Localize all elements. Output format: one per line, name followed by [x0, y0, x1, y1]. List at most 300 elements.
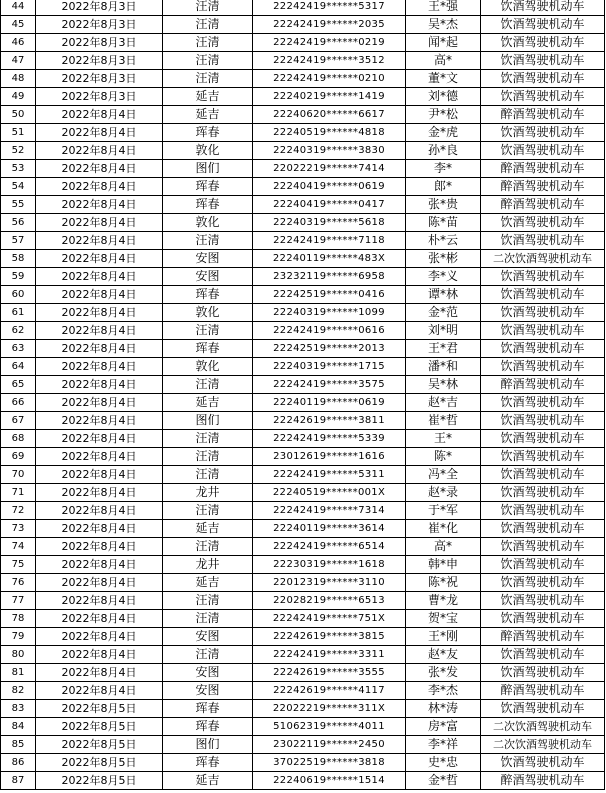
table-row	[1, 430, 605, 448]
row-number-cell: 69	[1, 448, 36, 466]
row-number-cell: 66	[1, 394, 36, 412]
violation-type-cell: 饮酒驾驶机动车	[481, 412, 605, 430]
person-name-cell: 赵*录	[406, 484, 481, 502]
row-number-cell: 45	[1, 16, 36, 34]
date-cell: 2022年8月3日	[36, 70, 163, 88]
person-name-cell: 王*	[406, 430, 481, 448]
table-row	[1, 754, 605, 772]
date-cell: 2022年8月4日	[36, 196, 163, 214]
row-number-cell: 82	[1, 682, 36, 700]
person-name-cell: 李*	[406, 160, 481, 178]
row-number-cell: 47	[1, 52, 36, 70]
area-cell: 珲春	[163, 196, 253, 214]
table-row	[1, 178, 605, 196]
table-row	[1, 484, 605, 502]
table-row	[1, 232, 605, 250]
person-name-cell: 王*强	[406, 0, 481, 16]
id-number-cell: 22240419******0619	[253, 178, 406, 196]
id-number-cell: 22242419******7118	[253, 232, 406, 250]
id-number-cell: 22242419******3311	[253, 646, 406, 664]
table-row	[1, 196, 605, 214]
person-name-cell: 林*涛	[406, 700, 481, 718]
person-name-cell: 于*军	[406, 502, 481, 520]
date-cell: 2022年8月4日	[36, 484, 163, 502]
table-row	[1, 700, 605, 718]
violation-type-cell: 饮酒驾驶机动车	[481, 142, 605, 160]
table-row	[1, 610, 605, 628]
area-cell: 延吉	[163, 574, 253, 592]
person-name-cell: 陈*苗	[406, 214, 481, 232]
id-number-cell: 22242419******0210	[253, 70, 406, 88]
id-number-cell: 51062319******4011	[253, 718, 406, 736]
table-row	[1, 286, 605, 304]
person-name-cell: 赵*吉	[406, 394, 481, 412]
violation-type-cell: 饮酒驾驶机动车	[481, 322, 605, 340]
table-row	[1, 664, 605, 682]
table-row	[1, 124, 605, 142]
area-cell: 珲春	[163, 718, 253, 736]
table-row	[1, 358, 605, 376]
violation-type-cell: 饮酒驾驶机动车	[481, 16, 605, 34]
date-cell: 2022年8月3日	[36, 0, 163, 16]
row-number-cell: 51	[1, 124, 36, 142]
table-row	[1, 214, 605, 232]
date-cell: 2022年8月4日	[36, 592, 163, 610]
area-cell: 敦化	[163, 214, 253, 232]
area-cell: 延吉	[163, 520, 253, 538]
area-cell: 汪清	[163, 448, 253, 466]
person-name-cell: 刘*德	[406, 88, 481, 106]
area-cell: 安图	[163, 268, 253, 286]
date-cell: 2022年8月4日	[36, 124, 163, 142]
date-cell: 2022年8月4日	[36, 250, 163, 268]
row-number-cell: 53	[1, 160, 36, 178]
date-cell: 2022年8月4日	[36, 322, 163, 340]
id-number-cell: 22242419******0616	[253, 322, 406, 340]
table-row	[1, 268, 605, 286]
date-cell: 2022年8月4日	[36, 304, 163, 322]
violation-type-cell: 醉酒驾驶机动车	[481, 376, 605, 394]
person-name-cell: 高*	[406, 538, 481, 556]
table-body	[1, 0, 605, 790]
area-cell: 龙井	[163, 556, 253, 574]
date-cell: 2022年8月4日	[36, 106, 163, 124]
id-number-cell: 22240119******3614	[253, 520, 406, 538]
date-cell: 2022年8月4日	[36, 268, 163, 286]
person-name-cell: 崔*化	[406, 520, 481, 538]
area-cell: 汪清	[163, 322, 253, 340]
person-name-cell: 张*贵	[406, 196, 481, 214]
row-number-cell: 49	[1, 88, 36, 106]
person-name-cell: 韩*申	[406, 556, 481, 574]
id-number-cell: 22242419******2035	[253, 16, 406, 34]
area-cell: 敦化	[163, 358, 253, 376]
date-cell: 2022年8月4日	[36, 394, 163, 412]
violation-type-cell: 饮酒驾驶机动车	[481, 700, 605, 718]
date-cell: 2022年8月4日	[36, 538, 163, 556]
table-row	[1, 448, 605, 466]
id-number-cell: 23012619******1616	[253, 448, 406, 466]
person-name-cell: 史*忠	[406, 754, 481, 772]
date-cell: 2022年8月4日	[36, 664, 163, 682]
row-number-cell: 63	[1, 340, 36, 358]
person-name-cell: 尹*松	[406, 106, 481, 124]
violation-type-cell: 饮酒驾驶机动车	[481, 430, 605, 448]
table-row	[1, 520, 605, 538]
date-cell: 2022年8月4日	[36, 376, 163, 394]
table-row	[1, 250, 605, 268]
row-number-cell: 59	[1, 268, 36, 286]
date-cell: 2022年8月4日	[36, 448, 163, 466]
id-number-cell: 22240219******1419	[253, 88, 406, 106]
violation-type-cell: 饮酒驾驶机动车	[481, 502, 605, 520]
violation-type-cell: 饮酒驾驶机动车	[481, 520, 605, 538]
date-cell: 2022年8月4日	[36, 160, 163, 178]
area-cell: 汪清	[163, 538, 253, 556]
date-cell: 2022年8月4日	[36, 520, 163, 538]
row-number-cell: 58	[1, 250, 36, 268]
area-cell: 汪清	[163, 70, 253, 88]
id-number-cell: 22242419******6514	[253, 538, 406, 556]
table-row	[1, 394, 605, 412]
violation-type-cell: 饮酒驾驶机动车	[481, 232, 605, 250]
violation-type-cell: 饮酒驾驶机动车	[481, 574, 605, 592]
id-number-cell: 22240119******483X	[253, 250, 406, 268]
person-name-cell: 刘*明	[406, 322, 481, 340]
row-number-cell: 48	[1, 70, 36, 88]
date-cell: 2022年8月4日	[36, 286, 163, 304]
row-number-cell: 87	[1, 772, 36, 790]
person-name-cell: 张*发	[406, 664, 481, 682]
area-cell: 敦化	[163, 304, 253, 322]
id-number-cell: 22242419******5339	[253, 430, 406, 448]
row-number-cell: 44	[1, 0, 36, 16]
row-number-cell: 46	[1, 34, 36, 52]
row-number-cell: 80	[1, 646, 36, 664]
table-row	[1, 70, 605, 88]
area-cell: 汪清	[163, 646, 253, 664]
table-row	[1, 322, 605, 340]
person-name-cell: 董*文	[406, 70, 481, 88]
id-number-cell: 22242619******3811	[253, 412, 406, 430]
table-row	[1, 376, 605, 394]
person-name-cell: 金*范	[406, 304, 481, 322]
area-cell: 安图	[163, 628, 253, 646]
date-cell: 2022年8月4日	[36, 178, 163, 196]
violation-type-cell: 饮酒驾驶机动车	[481, 448, 605, 466]
date-cell: 2022年8月4日	[36, 340, 163, 358]
date-cell: 2022年8月3日	[36, 16, 163, 34]
date-cell: 2022年8月5日	[36, 736, 163, 754]
area-cell: 珲春	[163, 754, 253, 772]
person-name-cell: 王*刚	[406, 628, 481, 646]
id-number-cell: 37022519******3818	[253, 754, 406, 772]
date-cell: 2022年8月4日	[36, 466, 163, 484]
person-name-cell: 陈*	[406, 448, 481, 466]
area-cell: 汪清	[163, 466, 253, 484]
date-cell: 2022年8月3日	[36, 34, 163, 52]
table-row	[1, 412, 605, 430]
row-number-cell: 60	[1, 286, 36, 304]
id-number-cell: 22022219******311X	[253, 700, 406, 718]
person-name-cell: 李*杰	[406, 682, 481, 700]
violation-type-cell: 饮酒驾驶机动车	[481, 754, 605, 772]
area-cell: 龙井	[163, 484, 253, 502]
row-number-cell: 71	[1, 484, 36, 502]
area-cell: 珲春	[163, 286, 253, 304]
id-number-cell: 22012319******3110	[253, 574, 406, 592]
id-number-cell: 22242419******751X	[253, 610, 406, 628]
date-cell: 2022年8月5日	[36, 718, 163, 736]
area-cell: 珲春	[163, 124, 253, 142]
violation-type-cell: 二次饮酒驾驶机动车	[481, 718, 605, 736]
table-row	[1, 628, 605, 646]
id-number-cell: 22242419******7314	[253, 502, 406, 520]
table-row	[1, 538, 605, 556]
date-cell: 2022年8月4日	[36, 358, 163, 376]
table-row	[1, 106, 605, 124]
violation-type-cell: 饮酒驾驶机动车	[481, 0, 605, 16]
row-number-cell: 68	[1, 430, 36, 448]
violation-type-cell: 饮酒驾驶机动车	[481, 88, 605, 106]
id-number-cell: 23232119******6958	[253, 268, 406, 286]
id-number-cell: 22240319******1715	[253, 358, 406, 376]
id-number-cell: 22242419******5311	[253, 466, 406, 484]
id-number-cell: 22242619******3815	[253, 628, 406, 646]
area-cell: 汪清	[163, 232, 253, 250]
violation-type-cell: 饮酒驾驶机动车	[481, 556, 605, 574]
row-number-cell: 56	[1, 214, 36, 232]
date-cell: 2022年8月4日	[36, 574, 163, 592]
date-cell: 2022年8月4日	[36, 610, 163, 628]
id-number-cell: 22240319******5618	[253, 214, 406, 232]
violation-type-cell: 饮酒驾驶机动车	[481, 466, 605, 484]
person-name-cell: 吴*林	[406, 376, 481, 394]
violation-type-cell: 二次饮酒驾驶机动车	[481, 736, 605, 754]
id-number-cell: 22022219******7414	[253, 160, 406, 178]
id-number-cell: 22240119******0619	[253, 394, 406, 412]
row-number-cell: 81	[1, 664, 36, 682]
area-cell: 安图	[163, 664, 253, 682]
row-number-cell: 77	[1, 592, 36, 610]
area-cell: 汪清	[163, 610, 253, 628]
row-number-cell: 84	[1, 718, 36, 736]
area-cell: 敦化	[163, 142, 253, 160]
area-cell: 汪清	[163, 502, 253, 520]
area-cell: 安图	[163, 250, 253, 268]
date-cell: 2022年8月4日	[36, 214, 163, 232]
violation-type-cell: 饮酒驾驶机动车	[481, 646, 605, 664]
id-number-cell: 23022119******2450	[253, 736, 406, 754]
area-cell: 汪清	[163, 376, 253, 394]
id-number-cell: 22242619******4117	[253, 682, 406, 700]
violation-type-cell: 醉酒驾驶机动车	[481, 160, 605, 178]
violation-type-cell: 饮酒驾驶机动车	[481, 394, 605, 412]
person-name-cell: 王*君	[406, 340, 481, 358]
id-number-cell: 22242519******2013	[253, 340, 406, 358]
row-number-cell: 74	[1, 538, 36, 556]
date-cell: 2022年8月4日	[36, 232, 163, 250]
area-cell: 图们	[163, 736, 253, 754]
violation-type-cell: 饮酒驾驶机动车	[481, 610, 605, 628]
person-name-cell: 谭*林	[406, 286, 481, 304]
date-cell: 2022年8月4日	[36, 682, 163, 700]
violation-type-cell: 二次饮酒驾驶机动车	[481, 250, 605, 268]
person-name-cell: 李*义	[406, 268, 481, 286]
area-cell: 汪清	[163, 52, 253, 70]
id-number-cell: 22240619******1514	[253, 772, 406, 790]
table-row	[1, 160, 605, 178]
id-number-cell: 22242419******3575	[253, 376, 406, 394]
area-cell: 安图	[163, 682, 253, 700]
date-cell: 2022年8月5日	[36, 754, 163, 772]
table-row	[1, 736, 605, 754]
person-name-cell: 陈*祝	[406, 574, 481, 592]
table-row	[1, 574, 605, 592]
id-number-cell: 22242419******5317	[253, 0, 406, 16]
id-number-cell: 22028219******6513	[253, 592, 406, 610]
person-name-cell: 潘*和	[406, 358, 481, 376]
violation-type-cell: 饮酒驾驶机动车	[481, 664, 605, 682]
row-number-cell: 64	[1, 358, 36, 376]
id-number-cell: 22242519******0416	[253, 286, 406, 304]
area-cell: 延吉	[163, 772, 253, 790]
date-cell: 2022年8月4日	[36, 646, 163, 664]
area-cell: 珲春	[163, 340, 253, 358]
row-number-cell: 83	[1, 700, 36, 718]
area-cell: 珲春	[163, 178, 253, 196]
table-row	[1, 718, 605, 736]
person-name-cell: 闻*起	[406, 34, 481, 52]
row-number-cell: 86	[1, 754, 36, 772]
violation-type-cell: 饮酒驾驶机动车	[481, 340, 605, 358]
area-cell: 延吉	[163, 88, 253, 106]
id-number-cell: 22240519******001X	[253, 484, 406, 502]
date-cell: 2022年8月3日	[36, 88, 163, 106]
id-number-cell: 22240319******3830	[253, 142, 406, 160]
violation-type-cell: 饮酒驾驶机动车	[481, 70, 605, 88]
violation-type-cell: 饮酒驾驶机动车	[481, 484, 605, 502]
person-name-cell: 崔*哲	[406, 412, 481, 430]
person-name-cell: 房*富	[406, 718, 481, 736]
table-row	[1, 16, 605, 34]
table-row	[1, 34, 605, 52]
row-number-cell: 85	[1, 736, 36, 754]
person-name-cell: 贺*宝	[406, 610, 481, 628]
table-row	[1, 304, 605, 322]
area-cell: 延吉	[163, 394, 253, 412]
row-number-cell: 57	[1, 232, 36, 250]
id-number-cell: 22230319******1618	[253, 556, 406, 574]
violation-type-cell: 饮酒驾驶机动车	[481, 124, 605, 142]
violation-type-cell: 饮酒驾驶机动车	[481, 304, 605, 322]
row-number-cell: 65	[1, 376, 36, 394]
table-row	[1, 0, 605, 16]
table-row	[1, 592, 605, 610]
date-cell: 2022年8月5日	[36, 772, 163, 790]
area-cell: 汪清	[163, 592, 253, 610]
person-name-cell: 张*彬	[406, 250, 481, 268]
table-row	[1, 52, 605, 70]
person-name-cell: 赵*友	[406, 646, 481, 664]
row-number-cell: 61	[1, 304, 36, 322]
area-cell: 图们	[163, 412, 253, 430]
row-number-cell: 67	[1, 412, 36, 430]
row-number-cell: 70	[1, 466, 36, 484]
area-cell: 珲春	[163, 700, 253, 718]
violation-type-cell: 饮酒驾驶机动车	[481, 538, 605, 556]
person-name-cell: 吴*杰	[406, 16, 481, 34]
id-number-cell: 22240519******4818	[253, 124, 406, 142]
person-name-cell: 冯*全	[406, 466, 481, 484]
table-row	[1, 556, 605, 574]
date-cell: 2022年8月4日	[36, 628, 163, 646]
date-cell: 2022年8月3日	[36, 52, 163, 70]
date-cell: 2022年8月4日	[36, 142, 163, 160]
violation-type-cell: 饮酒驾驶机动车	[481, 286, 605, 304]
person-name-cell: 金*虎	[406, 124, 481, 142]
person-name-cell: 高*	[406, 52, 481, 70]
row-number-cell: 52	[1, 142, 36, 160]
table-row	[1, 88, 605, 106]
violation-type-cell: 饮酒驾驶机动车	[481, 592, 605, 610]
area-cell: 汪清	[163, 430, 253, 448]
person-name-cell: 郎*	[406, 178, 481, 196]
table-row	[1, 466, 605, 484]
violation-type-cell: 醉酒驾驶机动车	[481, 628, 605, 646]
table-row	[1, 646, 605, 664]
person-name-cell: 曹*龙	[406, 592, 481, 610]
person-name-cell: 朴*云	[406, 232, 481, 250]
id-number-cell: 22242419******3512	[253, 52, 406, 70]
violation-type-cell: 饮酒驾驶机动车	[481, 34, 605, 52]
table-row	[1, 682, 605, 700]
id-number-cell: 22242419******0219	[253, 34, 406, 52]
person-name-cell: 金*哲	[406, 772, 481, 790]
date-cell: 2022年8月4日	[36, 556, 163, 574]
row-number-cell: 72	[1, 502, 36, 520]
violation-type-cell: 醉酒驾驶机动车	[481, 772, 605, 790]
violation-type-cell: 饮酒驾驶机动车	[481, 358, 605, 376]
area-cell: 图们	[163, 160, 253, 178]
violation-type-cell: 饮酒驾驶机动车	[481, 214, 605, 232]
id-number-cell: 22242619******3555	[253, 664, 406, 682]
id-number-cell: 22240419******0417	[253, 196, 406, 214]
table-row	[1, 502, 605, 520]
row-number-cell: 73	[1, 520, 36, 538]
table-row	[1, 772, 605, 790]
date-cell: 2022年8月5日	[36, 700, 163, 718]
person-name-cell: 李*祥	[406, 736, 481, 754]
row-number-cell: 75	[1, 556, 36, 574]
row-number-cell: 79	[1, 628, 36, 646]
id-number-cell: 22240319******1099	[253, 304, 406, 322]
date-cell: 2022年8月4日	[36, 430, 163, 448]
violation-type-cell: 醉酒驾驶机动车	[481, 682, 605, 700]
violation-type-cell: 饮酒驾驶机动车	[481, 52, 605, 70]
violation-type-cell: 饮酒驾驶机动车	[481, 268, 605, 286]
id-number-cell: 22240620******6617	[253, 106, 406, 124]
violation-type-cell: 醉酒驾驶机动车	[481, 196, 605, 214]
row-number-cell: 55	[1, 196, 36, 214]
table-row	[1, 340, 605, 358]
row-number-cell: 50	[1, 106, 36, 124]
date-cell: 2022年8月4日	[36, 412, 163, 430]
row-number-cell: 78	[1, 610, 36, 628]
table-row	[1, 142, 605, 160]
row-number-cell: 76	[1, 574, 36, 592]
row-number-cell: 62	[1, 322, 36, 340]
